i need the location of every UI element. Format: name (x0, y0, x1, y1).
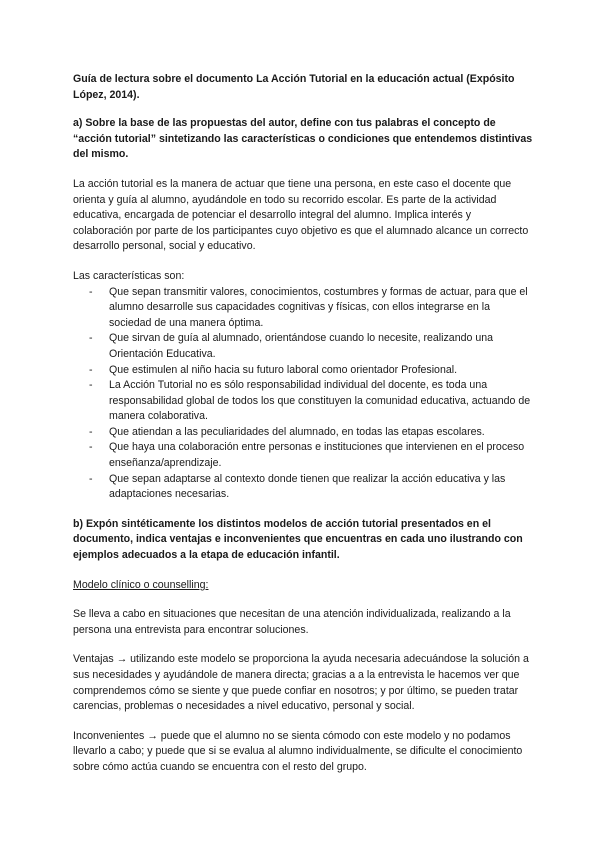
section-b-heading: b) Expón sintéticamente los distintos modelos de acción tutorial presentados en el documento, indica ventajas e inconvenientes que encuentras en cada uno ilustrando con ejemplos adecuados a la etapa de educación infantil. (73, 517, 523, 562)
document-title: Guía de lectura sobre el documento La Acción Tutorial en la educación actual (Expósito López, 2014). (73, 73, 515, 101)
list-item: - Que atiendan a las peculiaridades del alumnado, en todas las etapas escolares. (89, 425, 485, 438)
list-item: - Que sepan adaptarse al contexto donde tienen que realizar la acción educativa y las adaptaciones necesarias. (89, 472, 506, 501)
list-item: - La Acción Tutorial no es sólo responsabilidad individual del docente, es toda una responsabilidad global de todos los que constituyen la comunidad educativa, actuando de manera colaborativa. (89, 379, 531, 423)
list-item: - Que sirvan de guía al alumnado, orientándose cuando lo necesite, realizando una Orientación Educativa. (89, 332, 493, 360)
characteristics-list (73, 285, 533, 503)
model-description: Se lleva a cabo en situaciones que necesitan de una atención individualizada, realizando a la persona una entrevista para encontrar soluciones. (73, 608, 511, 636)
list-item: - Que haya una colaboración entre personas e instituciones que intervienen en el proceso enseñanza/aprendizaje. (89, 441, 525, 470)
section-a-paragraph: La acción tutorial es la manera de actuar que tiene una persona, en este caso el docente que orienta y guía al alumno, ayudándole en todo su recorrido escolar. Es parte de la actividad educativa, encargada de potenciar el desarrollo integral del alumno. Implica interés y colaboración por parte de los participantes cuyo objetivo es que el alumnado alcance un correcto desarrollo personal, social y educativo. (73, 177, 529, 253)
characteristics-intro: Las características son: (73, 269, 185, 282)
list-item: - Que estimulen al niño hacia su futuro laboral como orientador Profesional. (89, 363, 458, 376)
document-page (73, 72, 533, 790)
disadvantages-paragraph: Inconvenientes → puede que el alumno no se sienta cómodo con este modelo y no podamos llevarlo a cabo; y puede que si se evalua al alumno individualmente, se dificulte el conocimiento sobre cómo actúa cuando se encuentra con el resto del grupo. (73, 729, 523, 773)
advantages-paragraph: Ventajas → utilizando este modelo se proporciona la ayuda necesaria adecuándose la solución a sus necesidades y ayudándole de manera directa; gracias a a la entrevista le hacemos ver que comprendemos cómo se siente y que puede confiar en nosotros; y por último, se pueden tratar carencias, problemas o necesidades a nivel educativo, personal y social. (73, 653, 529, 713)
model-subtitle: Modelo clínico o counselling: (73, 578, 209, 591)
list-item: - Que sepan transmitir valores, conocimientos, costumbres y formas de actuar, para que el alumno desarrolle sus capacidades cognitivas y físicas, con ellos integrarse en la sociedad de una manera óptima. (89, 285, 528, 329)
section-a-heading: a) Sobre la base de las propuestas del autor, define con tus palabras el concepto de “acción tutorial” sintetizando las características o condiciones que entendemos distintivas del mismo. (73, 117, 533, 161)
